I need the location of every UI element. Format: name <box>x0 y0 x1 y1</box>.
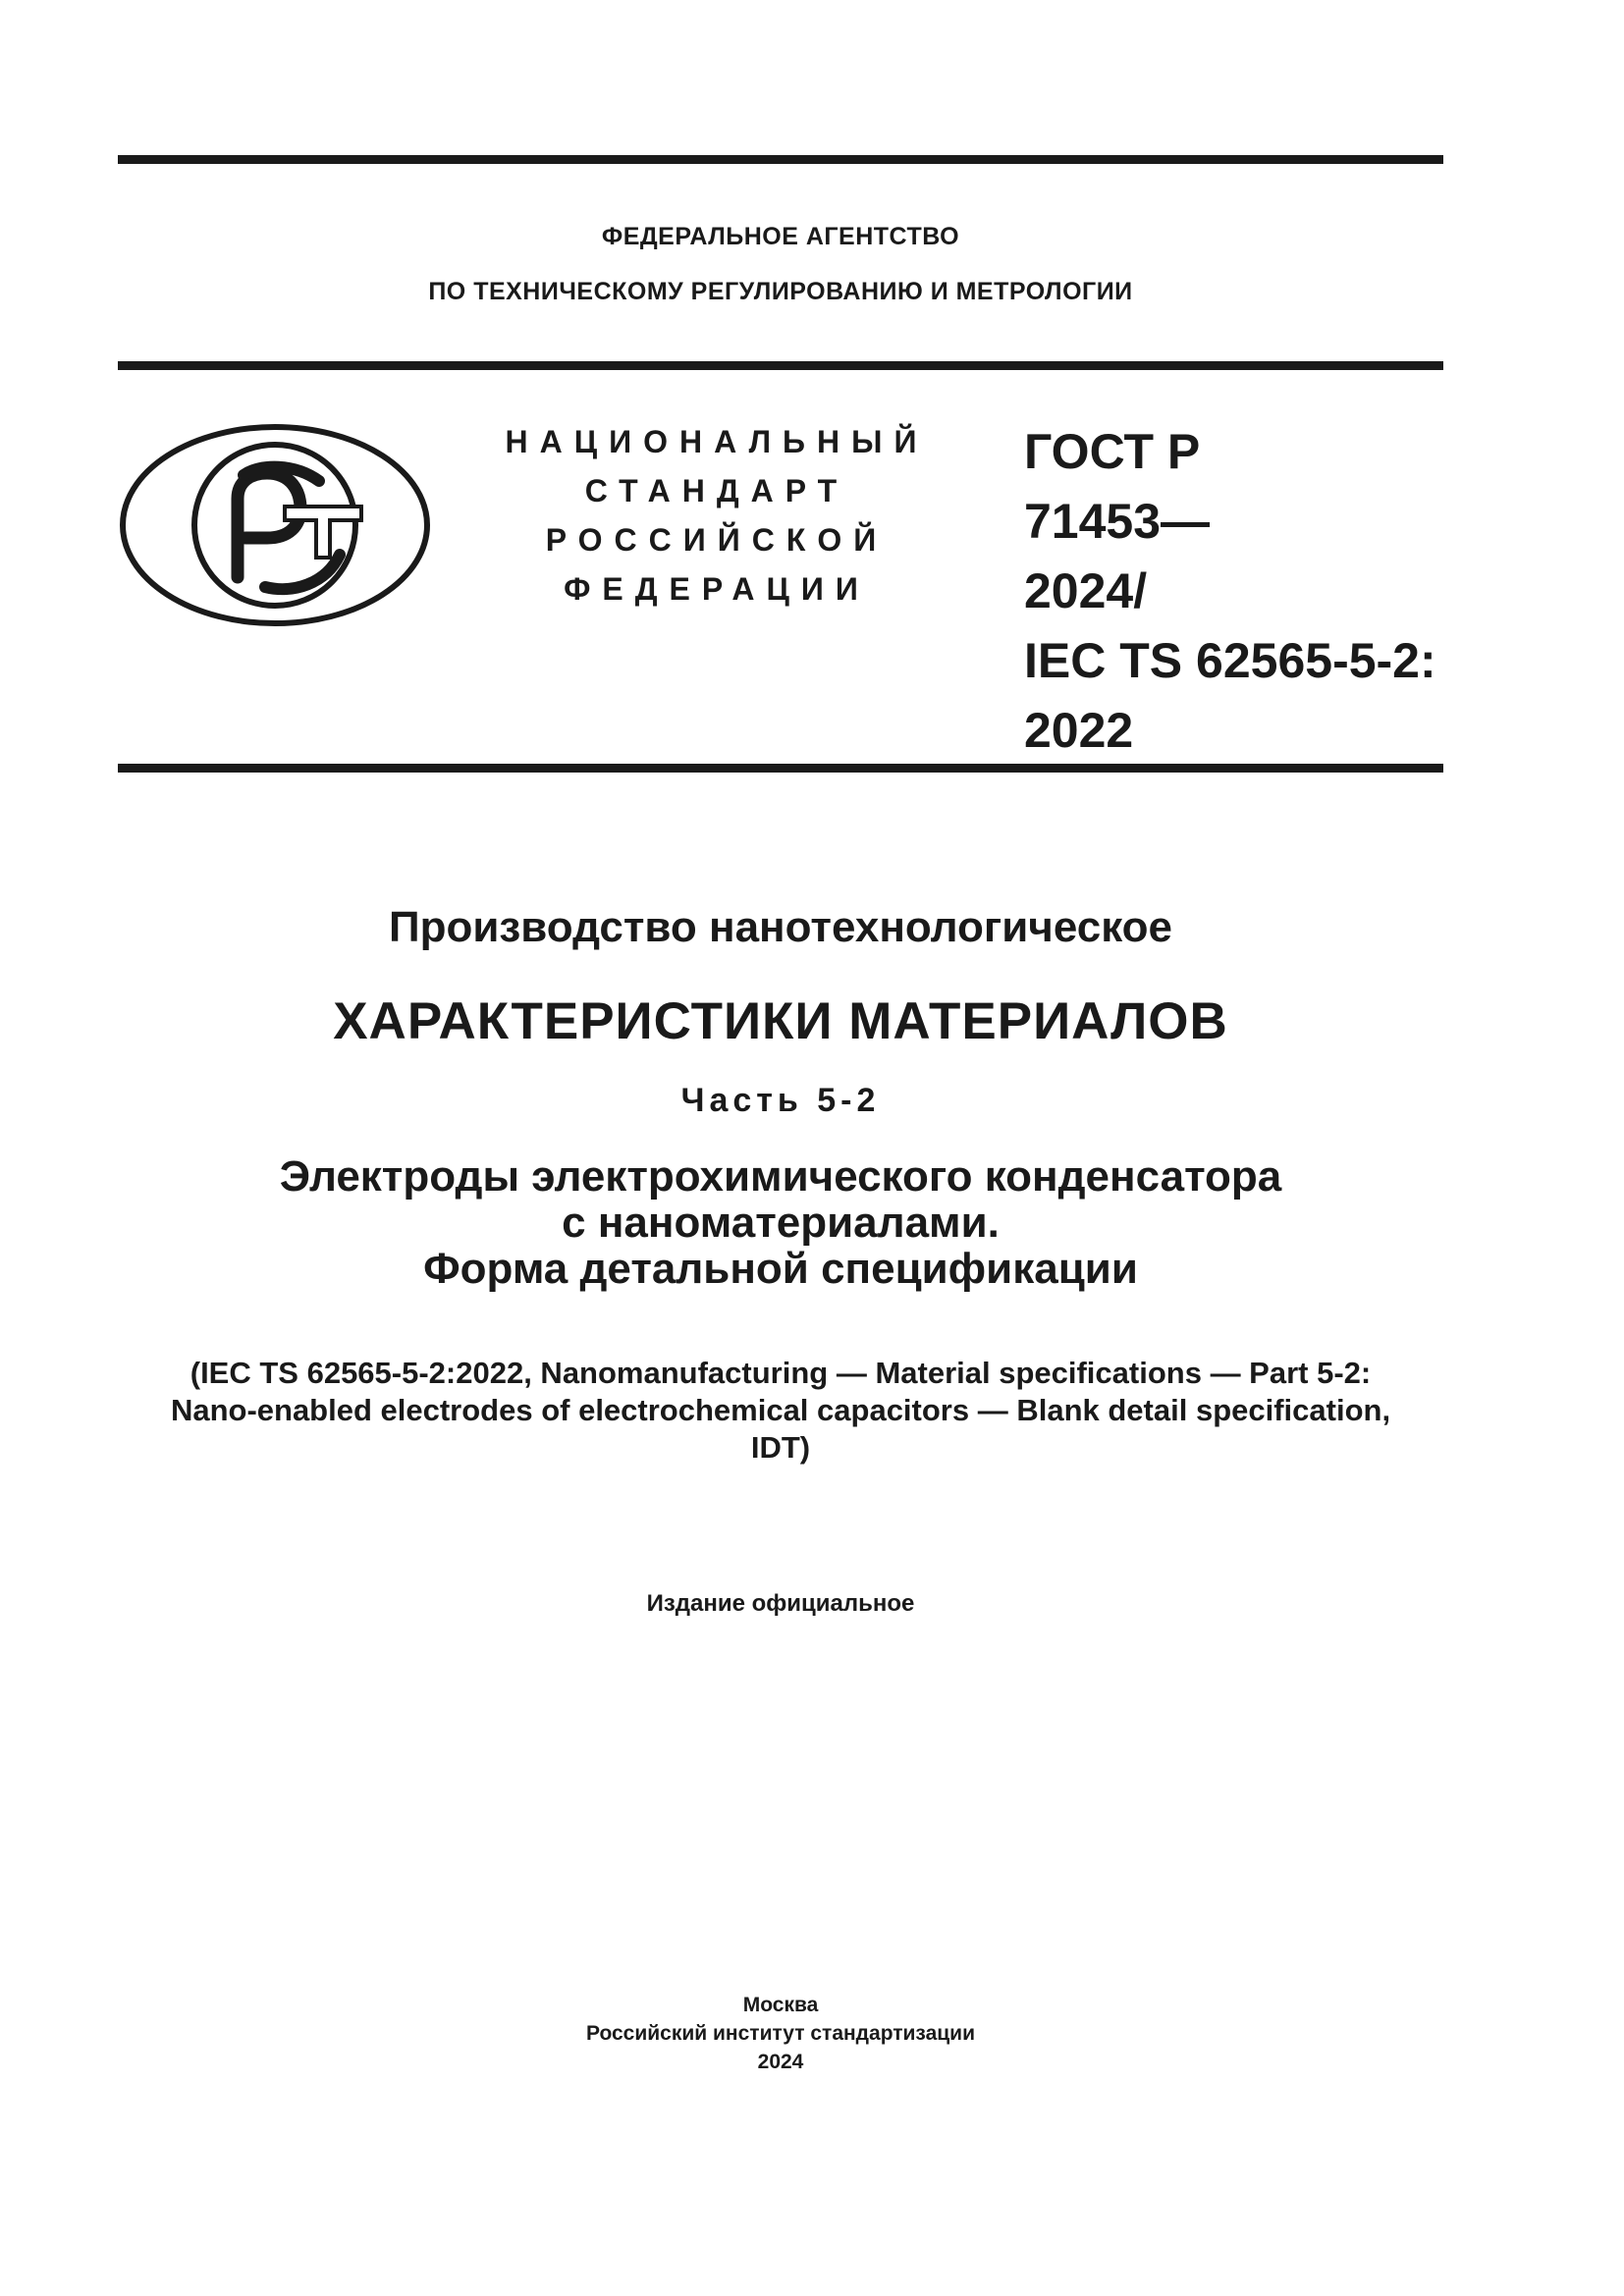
national-standard-heading <box>491 417 943 614</box>
designation-line-4: IEC TS 62565-5-2: <box>1024 633 1436 688</box>
national-standard-line-2: СТАНДАРТ <box>584 473 849 508</box>
title-sub-line-3: Форма детальной спецификации <box>423 1245 1138 1293</box>
national-standard-line-3: РОССИЙСКОЙ <box>545 522 889 558</box>
designation-line-5: 2022 <box>1024 703 1134 758</box>
idt-line-2: Nano-enabled electrodes of electrochemical capacitors — Blank detail specification, <box>170 1393 1391 1427</box>
national-standard-line-1: НАЦИОНАЛЬНЫЙ <box>505 424 929 459</box>
title-sub-line-1: Электроды электрохимического конденсатора <box>279 1152 1282 1201</box>
title-sub-line-2: с наноматериалами. <box>562 1199 1000 1247</box>
top-rule <box>118 155 1443 164</box>
imprint-publisher: Российский институт стандартизации <box>585 2022 976 2045</box>
agency-line-2: ПО ТЕХНИЧЕСКОМУ РЕГУЛИРОВАНИЮ И МЕТРОЛОГИИ <box>428 278 1133 305</box>
imprint-year: 2024 <box>757 2051 804 2073</box>
imprint-city: Москва <box>742 1994 819 2016</box>
idt-reference <box>118 1355 1443 1467</box>
edition-label: Издание официальное <box>646 1590 915 1617</box>
title-main: ХАРАКТЕРИСТИКИ МАТЕРИАЛОВ <box>333 992 1228 1050</box>
title-intro: Производство нанотехнологическое <box>389 903 1172 951</box>
designation-line-2: 71453— <box>1024 494 1211 549</box>
rst-certification-logo <box>118 422 432 628</box>
idt-line-1: (IEC TS 62565-5-2:2022, Nanomanufacturing — Material specifications — Part 5-2: <box>189 1356 1372 1390</box>
title-sub <box>118 1153 1443 1292</box>
title-block-rule <box>118 764 1443 773</box>
idt-line-3: IDT) <box>750 1430 811 1465</box>
imprint <box>118 1991 1443 2076</box>
agency-line-1: ФЕДЕРАЛЬНОЕ АГЕНТСТВО <box>601 223 960 250</box>
header-rule <box>118 361 1443 370</box>
part-label: Часть 5-2 <box>680 1082 881 1119</box>
designation-line-3: 2024/ <box>1024 563 1148 618</box>
standard-designation <box>1024 417 1456 766</box>
national-standard-line-4: ФЕДЕРАЦИИ <box>564 571 870 607</box>
designation-line-1: ГОСТ Р <box>1024 424 1201 479</box>
